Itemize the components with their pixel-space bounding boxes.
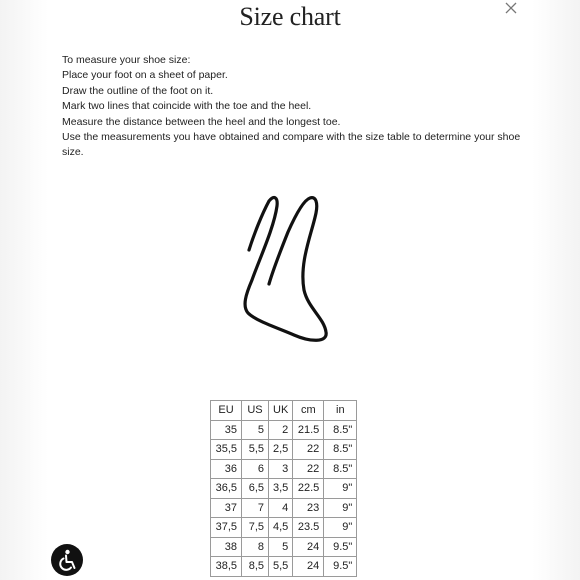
table-cell: 2 [269, 420, 293, 440]
right-edge-shade [532, 0, 580, 580]
table-cell: 2,5 [269, 440, 293, 460]
column-header-us: US [242, 401, 269, 421]
instruction-line: Measure the distance between the heel and the longest toe. [62, 115, 341, 128]
table-row [211, 440, 357, 460]
instruction-line: Place your foot on a sheet of paper. [62, 69, 228, 82]
table-cell: 6 [242, 459, 269, 479]
table-cell: 9" [324, 498, 357, 518]
table-cell: 9" [324, 479, 357, 499]
instruction-line: Mark two lines that coincide with the toe and the heel. [62, 100, 312, 113]
table-row [211, 557, 357, 577]
table-cell: 21.5 [293, 420, 324, 440]
table-cell: 35,5 [211, 440, 242, 460]
table-cell: 38 [211, 537, 242, 557]
table-row [211, 518, 357, 538]
table-cell: 8.5" [324, 420, 357, 440]
measurement-instructions [62, 53, 532, 161]
table-cell: 4 [269, 498, 293, 518]
table-cell: 3 [269, 459, 293, 479]
instruction-line: Use the measurements you have obtained and compare with the size table to determine your shoe size. [62, 131, 521, 159]
instruction-line: Draw the outline of the foot on it. [62, 84, 214, 97]
page-title: Size chart [239, 2, 341, 31]
table-cell: 3,5 [269, 479, 293, 499]
table-cell: 5,5 [269, 557, 293, 577]
table-cell: 5 [242, 420, 269, 440]
table-cell: 22.5 [293, 479, 324, 499]
foot-illustration [236, 190, 336, 350]
table-cell: 8.5" [324, 440, 357, 460]
table-cell: 24 [293, 557, 324, 577]
close-button[interactable] [500, 0, 522, 19]
table-cell: 7,5 [242, 518, 269, 538]
table-cell: 9.5" [324, 537, 357, 557]
table-row [211, 420, 357, 440]
size-table [210, 400, 357, 577]
table-header-row [211, 401, 357, 421]
table-cell: 5,5 [242, 440, 269, 460]
table-cell: 24 [293, 537, 324, 557]
table-cell: 8 [242, 537, 269, 557]
instruction-line: To measure your shoe size: [62, 54, 191, 66]
table-row [211, 537, 357, 557]
table-cell: 23 [293, 498, 324, 518]
table-cell: 9" [324, 518, 357, 538]
table-row [211, 459, 357, 479]
accessibility-icon [51, 544, 83, 576]
close-icon [500, 0, 522, 19]
table-cell: 37 [211, 498, 242, 518]
table-cell: 23.5 [293, 518, 324, 538]
table-cell: 4,5 [269, 518, 293, 538]
table-cell: 22 [293, 459, 324, 479]
column-header-uk: UK [269, 401, 293, 421]
column-header-eu: EU [211, 401, 242, 421]
table-cell: 36,5 [211, 479, 242, 499]
table-cell: 36 [211, 459, 242, 479]
table-row [211, 498, 357, 518]
column-header-in: in [324, 401, 357, 421]
accessibility-button[interactable] [51, 544, 83, 576]
table-cell: 35 [211, 420, 242, 440]
table-cell: 37,5 [211, 518, 242, 538]
table-cell: 8,5 [242, 557, 269, 577]
table-cell: 5 [269, 537, 293, 557]
table-row [211, 479, 357, 499]
table-cell: 38,5 [211, 557, 242, 577]
column-header-cm: cm [293, 401, 324, 421]
table-cell: 6,5 [242, 479, 269, 499]
table-cell: 8.5" [324, 459, 357, 479]
table-cell: 22 [293, 440, 324, 460]
table-cell: 7 [242, 498, 269, 518]
foot-outline-icon [236, 190, 336, 350]
table-cell: 9.5" [324, 557, 357, 577]
left-edge-shade [0, 0, 48, 580]
